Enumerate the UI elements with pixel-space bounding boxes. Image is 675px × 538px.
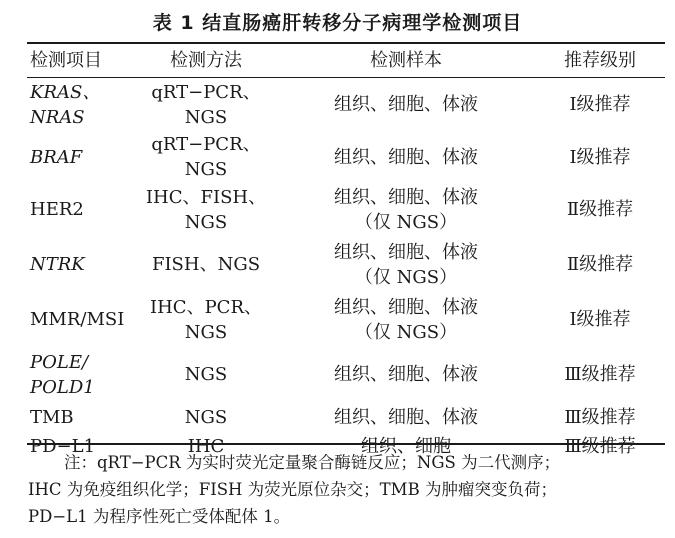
- cell-sample: 组织、细胞、体液: [334, 146, 478, 168]
- cell-sample: 组织、细胞: [361, 435, 451, 457]
- cell-level: Ⅰ级推荐: [569, 94, 631, 115]
- cell-item: POLE/ POLD1: [30, 351, 95, 398]
- cell-method: IHC: [187, 435, 225, 457]
- cell-level: Ⅰ级推荐: [569, 146, 631, 168]
- cell-item: KRAS、 NRAS: [30, 81, 101, 128]
- cell-item: TMB: [30, 406, 74, 428]
- table-row: [27, 77, 665, 132]
- detection-table: [27, 44, 665, 460]
- note-line: 注：qRT−PCR 为实时荧光定量聚合酶链反应；NGS 为二代测序；: [64, 453, 561, 472]
- cell-sample: 组织、细胞、体液: [334, 94, 478, 115]
- table-header-row: [27, 44, 665, 77]
- table-note: [28, 449, 664, 530]
- table-row: [27, 292, 665, 347]
- cell-item: BRAF: [30, 146, 83, 168]
- cell-sample: 组织、细胞、体液: [334, 364, 478, 385]
- table-row: [27, 132, 665, 182]
- table-row: [27, 237, 665, 292]
- note-line: PD−L1 为程序性死亡受体配体 1。: [28, 507, 291, 526]
- table-row: [27, 402, 665, 432]
- cell-method: qRT−PCR、NGS: [151, 81, 261, 128]
- header-item: 检测项目: [30, 50, 102, 71]
- cell-sample: 组织、细胞、体液 （仅 NGS）: [334, 296, 478, 343]
- cell-method: IHC、PCR、 NGS: [149, 296, 263, 343]
- cell-level: Ⅲ级推荐: [564, 435, 636, 457]
- cell-level: Ⅱ级推荐: [566, 199, 634, 220]
- cell-item: HER2: [30, 199, 84, 220]
- cell-method: NGS: [184, 364, 228, 385]
- cell-method: NGS: [184, 406, 228, 428]
- header-method: 检测方法: [170, 50, 242, 71]
- note-line: IHC 为免疫组织化学；FISH 为荧光原位杂交；TMB 为肿瘤突变负荷；: [28, 480, 557, 499]
- cell-item: PD−L1: [30, 435, 96, 457]
- header-level: 推荐级别: [564, 50, 636, 71]
- cell-level: Ⅲ级推荐: [564, 364, 636, 385]
- cell-item: NTRK: [30, 254, 85, 275]
- cell-method: IHC、FISH、 NGS: [145, 186, 267, 233]
- cell-sample: 组织、细胞、体液: [334, 406, 478, 428]
- cell-method: qRT−PCR、NGS: [151, 134, 261, 180]
- cell-level: Ⅱ级推荐: [566, 254, 634, 275]
- cell-sample: 组织、细胞、体液 （仅 NGS）: [334, 186, 478, 233]
- cell-level: Ⅲ级推荐: [564, 406, 636, 428]
- table-title: 表 1 结直肠癌肝转移分子病理学检测项目: [152, 12, 523, 34]
- table-row: [27, 347, 665, 402]
- cell-level: Ⅰ级推荐: [569, 309, 631, 330]
- cell-method: FISH、NGS: [151, 254, 261, 275]
- cell-sample: 组织、细胞、体液 （仅 NGS）: [334, 241, 478, 288]
- table-row: [27, 182, 665, 237]
- cell-item: MMR/MSI: [30, 309, 125, 330]
- header-sample: 检测样本: [370, 50, 442, 71]
